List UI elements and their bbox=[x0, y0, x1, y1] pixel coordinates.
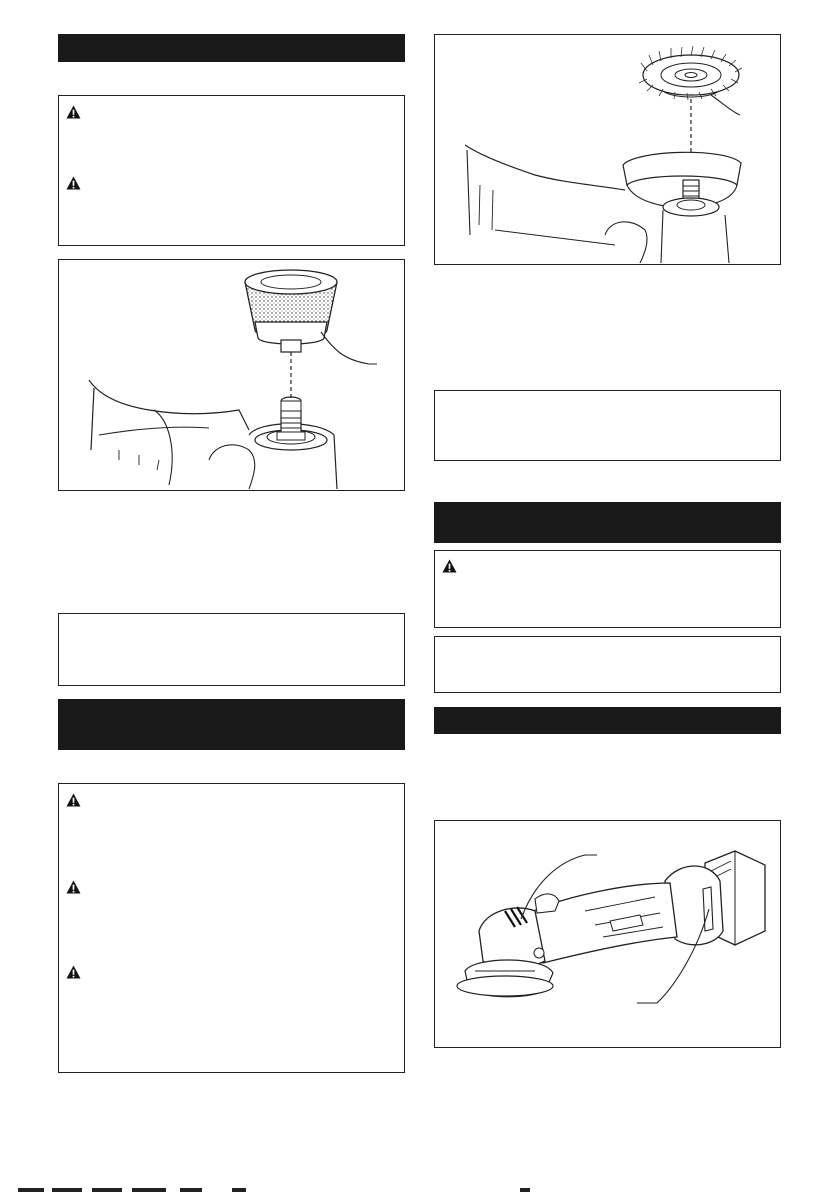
section-header-bar-3 bbox=[434, 502, 781, 543]
grinder-illustration bbox=[435, 821, 779, 1046]
figure-grinder bbox=[434, 820, 781, 1048]
warning-triangle-icon bbox=[66, 105, 81, 119]
warning-box-2 bbox=[58, 783, 405, 1073]
note-box-3 bbox=[434, 636, 781, 693]
warning-triangle-icon bbox=[66, 880, 81, 894]
section-header-bar-2 bbox=[58, 699, 405, 750]
warning-triangle-icon bbox=[66, 176, 81, 190]
warning-box-1 bbox=[58, 95, 405, 246]
warning-triangle-icon bbox=[66, 793, 81, 807]
section-header-bar-1 bbox=[58, 34, 405, 62]
note-box-2 bbox=[434, 390, 781, 461]
figure-cup-brush bbox=[58, 259, 405, 491]
note-box-1 bbox=[58, 613, 405, 686]
figure-wire-wheel bbox=[434, 34, 781, 265]
page-footer-strip bbox=[0, 1188, 840, 1192]
cup-brush-illustration bbox=[59, 260, 403, 489]
warning-box-3 bbox=[434, 550, 781, 628]
warning-triangle-icon bbox=[66, 965, 81, 979]
section-header-bar-4 bbox=[434, 707, 781, 734]
wire-wheel-illustration bbox=[435, 35, 779, 263]
warning-triangle-icon bbox=[442, 559, 457, 573]
